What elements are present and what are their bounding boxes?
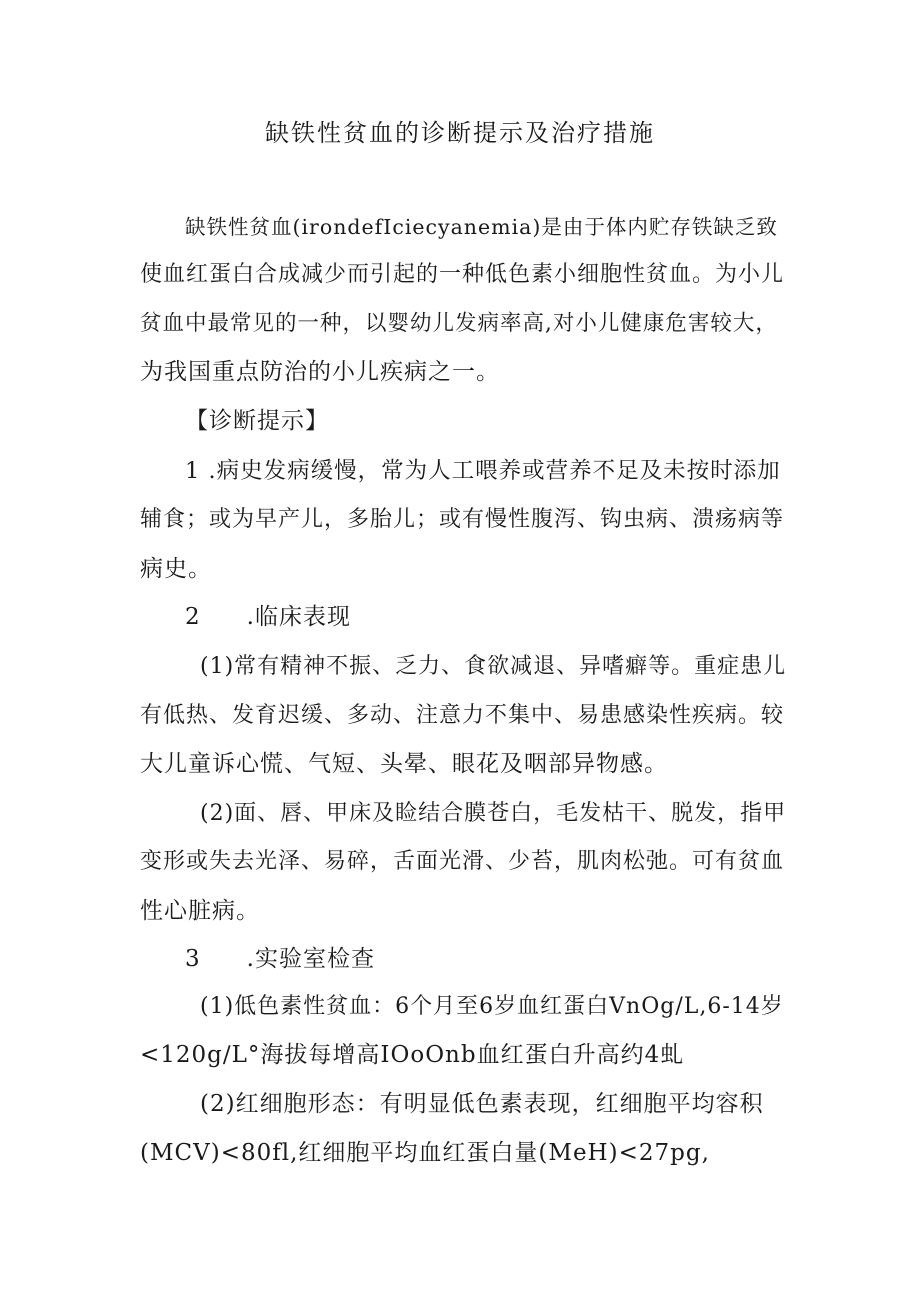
intro-line-4: 为我国重点防治的小儿疾病之一。 [140, 359, 500, 385]
item3-sub1-line-1: (1)低色素性贫血：6个月至6岁血红蛋白VnOg/L,6-14岁 [200, 994, 784, 1019]
item1-line-2: 辅食；或为早产儿，多胎儿；或有慢性腹泻、钩虫病、溃疡病等 [140, 507, 785, 532]
item2-number: 2 [185, 604, 201, 630]
item1-line-3: 病史。 [140, 556, 212, 582]
item2-sub2-line-3: 性心脏病。 [140, 898, 260, 924]
item2-sub2-line-2: 变形或失去光泽、易碎，舌面光滑、少苔，肌肉松弛。可有贫血 [140, 849, 785, 874]
section-heading: 【诊断提示】 [185, 408, 329, 434]
intro-line-3: 贫血中最常见的一种，以婴幼儿发病率高,对小儿健康危害较大， [140, 311, 778, 336]
item2-label: .临床表现 [246, 604, 351, 630]
item3-number: 3 [185, 946, 201, 972]
intro-line-2: 使血红蛋白合成减少而引起的一种低色素小细胞性贫血。为小儿 [140, 262, 785, 287]
item2-sub2-line-1: (2)面、唇、甲床及睑结合膜苍白，毛发枯干、脱发，指甲 [200, 801, 787, 826]
item2-heading [185, 600, 351, 634]
item3-sub2-line-2: (MCV)<80fl,红细胞平均血红蛋白量(MeH)<27pg, [140, 1140, 710, 1166]
item1-line-1: 1 .病史发病缓慢，常为人工喂养或营养不足及未按时添加 [185, 458, 781, 484]
item3-sub1-line-2: <120g∕L°海拔每增高IOoOnb血红蛋白升高约4虬 [140, 1042, 685, 1068]
item2-sub1-line-3: 大儿童诉心慌、气短、头晕、眼花及咽部异物感。 [140, 751, 668, 777]
item3-label: .实验室检查 [246, 946, 375, 972]
item3-heading [185, 942, 375, 976]
item2-sub1-line-1: (1)常有精神不振、乏力、食欲减退、异嗜癖等。重症患儿 [200, 654, 787, 679]
item3-sub2-line-1: (2)红细胞形态：有明显低色素表现，红细胞平均容积 [200, 1091, 764, 1117]
document-title: 缺铁性贫血的诊断提示及治疗措施 [265, 119, 655, 147]
item2-sub1-line-2: 有低热、发育迟缓、多动、注意力不集中、易患感染性疾病。较 [140, 703, 785, 728]
intro-line-1: 缺铁性贫血(irondefIciecyanemia)是由于体内贮存铁缺乏致 [185, 215, 778, 239]
